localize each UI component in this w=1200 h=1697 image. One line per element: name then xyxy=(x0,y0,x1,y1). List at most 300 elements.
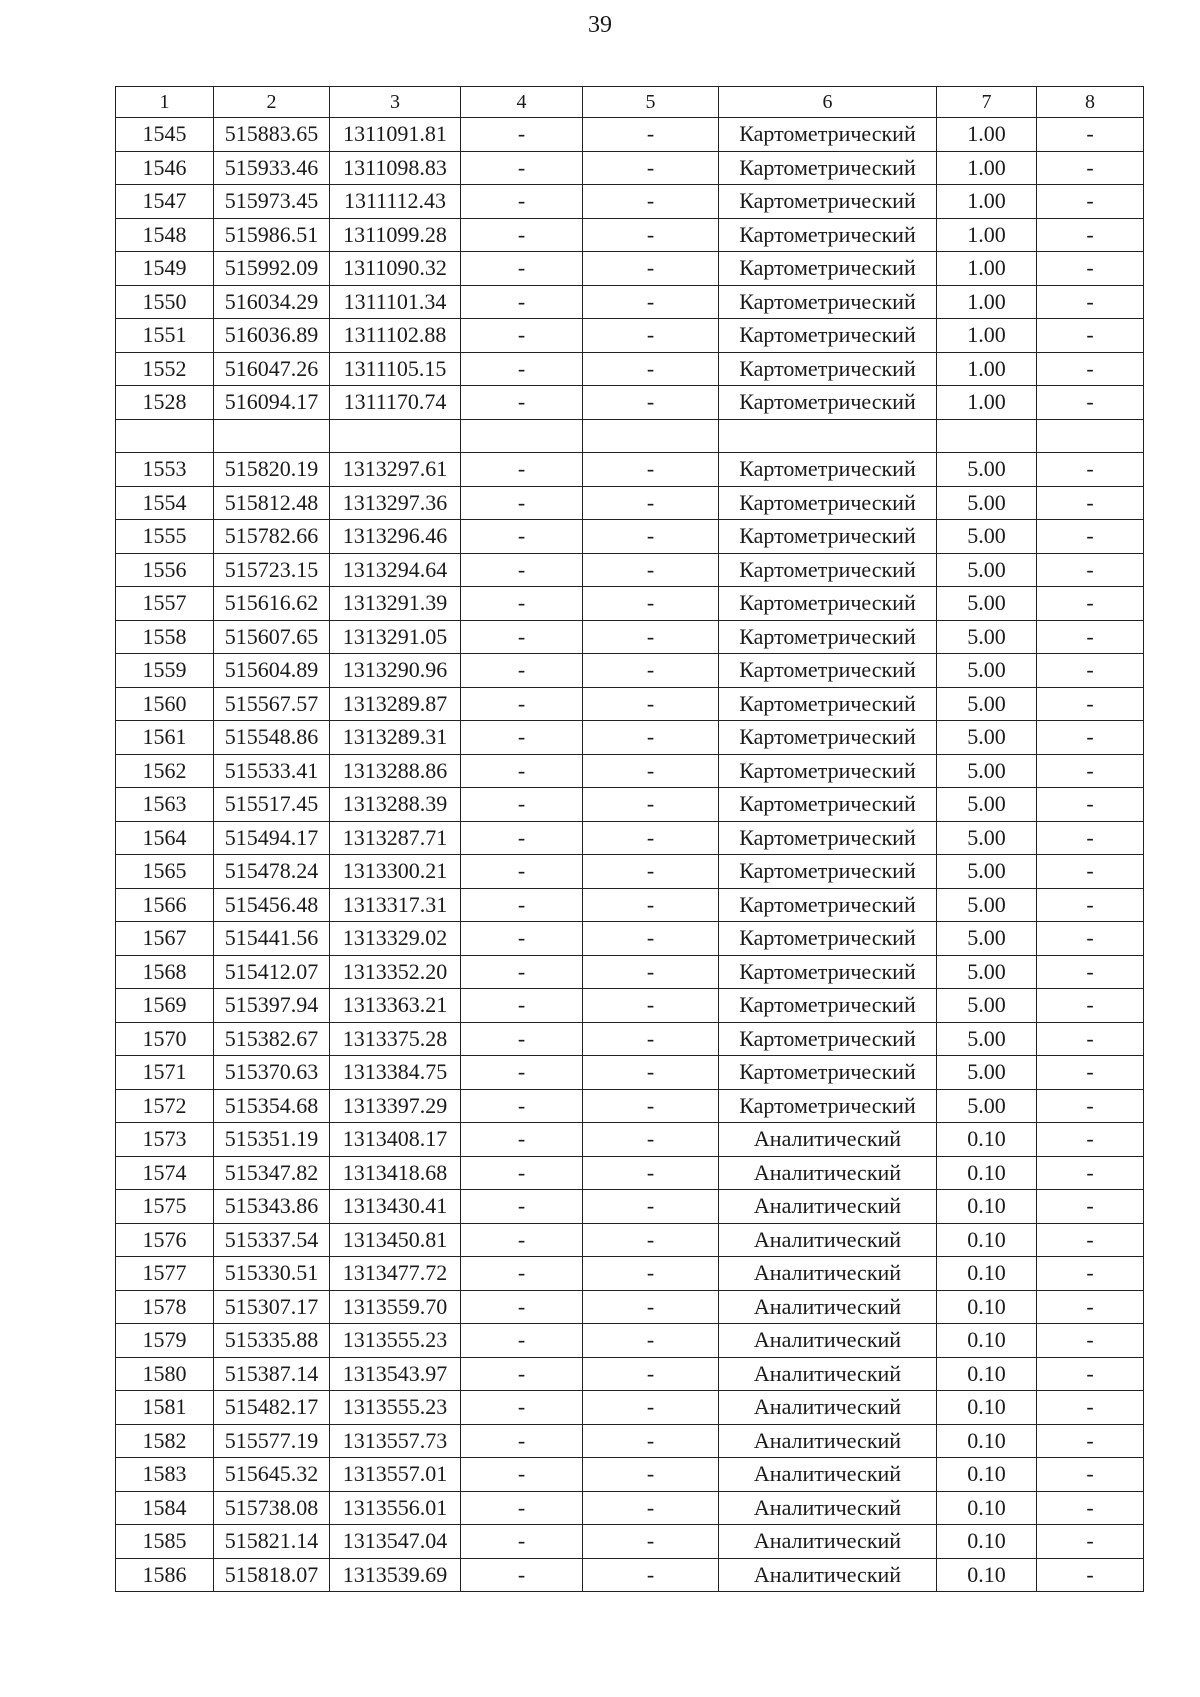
table-cell: 1.00 xyxy=(937,252,1037,286)
table-cell: 515456.48 xyxy=(214,888,330,922)
table-row xyxy=(116,922,1144,956)
table-cell: 5.00 xyxy=(937,1089,1037,1123)
table-cell: 1.00 xyxy=(937,386,1037,420)
table-cell: - xyxy=(461,553,583,587)
table-cell: - xyxy=(461,252,583,286)
table-cell: Картометрический xyxy=(719,989,937,1023)
table-cell: 1313317.31 xyxy=(330,888,461,922)
table-cell: - xyxy=(1037,888,1144,922)
table-cell: - xyxy=(583,955,719,989)
table-cell: 1.00 xyxy=(937,285,1037,319)
table-cell: - xyxy=(461,1123,583,1157)
table-cell: 1311105.15 xyxy=(330,352,461,386)
table-cell: - xyxy=(1037,118,1144,152)
table-cell: 1313539.69 xyxy=(330,1558,461,1592)
table-row xyxy=(116,1458,1144,1492)
table-cell: 0.10 xyxy=(937,1491,1037,1525)
table-cell: 1581 xyxy=(116,1391,214,1425)
table-cell: - xyxy=(461,989,583,1023)
table-cell: - xyxy=(583,1491,719,1525)
table-cell: 515723.15 xyxy=(214,553,330,587)
table-cell: 515548.86 xyxy=(214,721,330,755)
table-cell: - xyxy=(583,285,719,319)
table-cell: - xyxy=(1037,587,1144,621)
table-cell: - xyxy=(461,1391,583,1425)
table-cell: - xyxy=(461,687,583,721)
table-cell: 1313418.68 xyxy=(330,1156,461,1190)
table-row xyxy=(116,1156,1144,1190)
table-cell: - xyxy=(1037,721,1144,755)
table-cell: - xyxy=(1037,620,1144,654)
table-cell: 1313543.97 xyxy=(330,1357,461,1391)
table-cell: 1313384.75 xyxy=(330,1056,461,1090)
table-cell: 515818.07 xyxy=(214,1558,330,1592)
table-cell: Аналитический xyxy=(719,1324,937,1358)
table-cell: 515821.14 xyxy=(214,1525,330,1559)
table-cell: - xyxy=(583,151,719,185)
table-cell: 5.00 xyxy=(937,922,1037,956)
table-cell: 1555 xyxy=(116,520,214,554)
table-cell xyxy=(719,419,937,453)
table-cell: - xyxy=(1037,754,1144,788)
table-cell: 5.00 xyxy=(937,989,1037,1023)
table-cell: - xyxy=(461,1290,583,1324)
table-cell: 5.00 xyxy=(937,486,1037,520)
table-cell: 0.10 xyxy=(937,1525,1037,1559)
table-cell: - xyxy=(1037,1223,1144,1257)
table-cell: - xyxy=(461,352,583,386)
table-row xyxy=(116,654,1144,688)
table-cell: - xyxy=(583,1156,719,1190)
table-row xyxy=(116,754,1144,788)
table-cell: - xyxy=(461,1156,583,1190)
table-cell: - xyxy=(583,1424,719,1458)
table-cell: - xyxy=(583,252,719,286)
table-cell: 1585 xyxy=(116,1525,214,1559)
table-cell: 515347.82 xyxy=(214,1156,330,1190)
table-cell: - xyxy=(1037,1290,1144,1324)
table-cell: 1313291.39 xyxy=(330,587,461,621)
table-cell: Картометрический xyxy=(719,654,937,688)
table-cell: - xyxy=(461,754,583,788)
table-cell: 5.00 xyxy=(937,453,1037,487)
table-cell: - xyxy=(583,1458,719,1492)
table-row xyxy=(116,721,1144,755)
table-cell: - xyxy=(583,386,719,420)
table-cell: - xyxy=(583,1257,719,1291)
table-cell: 1313287.71 xyxy=(330,821,461,855)
table-cell: - xyxy=(461,285,583,319)
table-cell: - xyxy=(1037,520,1144,554)
table-cell: 515494.17 xyxy=(214,821,330,855)
table-cell: - xyxy=(583,922,719,956)
table-cell: Аналитический xyxy=(719,1424,937,1458)
table-cell: Картометрический xyxy=(719,185,937,219)
table-cell: - xyxy=(583,989,719,1023)
table-cell: 0.10 xyxy=(937,1190,1037,1224)
table-cell: - xyxy=(1037,1257,1144,1291)
table-cell: - xyxy=(583,721,719,755)
table-cell: 1579 xyxy=(116,1324,214,1358)
table-cell: 1313289.31 xyxy=(330,721,461,755)
table-cell: 1313363.21 xyxy=(330,989,461,1023)
table-cell xyxy=(937,419,1037,453)
table-cell: 1313296.46 xyxy=(330,520,461,554)
table-cell: Картометрический xyxy=(719,252,937,286)
table-cell: 1568 xyxy=(116,955,214,989)
table-cell: 1313559.70 xyxy=(330,1290,461,1324)
table-cell: 1553 xyxy=(116,453,214,487)
table-cell: - xyxy=(583,185,719,219)
table-cell: Картометрический xyxy=(719,553,937,587)
table-cell: 5.00 xyxy=(937,888,1037,922)
table-cell: 1311112.43 xyxy=(330,185,461,219)
table-row xyxy=(116,1190,1144,1224)
table-cell: - xyxy=(1037,1056,1144,1090)
table-cell: 0.10 xyxy=(937,1424,1037,1458)
table-row xyxy=(116,352,1144,386)
table-cell: 515370.63 xyxy=(214,1056,330,1090)
table-cell: 5.00 xyxy=(937,553,1037,587)
table-cell: 1311099.28 xyxy=(330,218,461,252)
table-cell: - xyxy=(583,453,719,487)
table-row xyxy=(116,1357,1144,1391)
table-cell: - xyxy=(461,520,583,554)
table-cell xyxy=(461,419,583,453)
table-cell: 1580 xyxy=(116,1357,214,1391)
table-row xyxy=(116,553,1144,587)
table-cell: 515533.41 xyxy=(214,754,330,788)
table-cell: 0.10 xyxy=(937,1290,1037,1324)
table-cell: - xyxy=(1037,855,1144,889)
table-cell: 1313397.29 xyxy=(330,1089,461,1123)
table-cell: Картометрический xyxy=(719,620,937,654)
table-cell: 1313297.61 xyxy=(330,453,461,487)
table-row xyxy=(116,1525,1144,1559)
table-cell: - xyxy=(1037,1458,1144,1492)
table-cell: 5.00 xyxy=(937,587,1037,621)
table-cell: Картометрический xyxy=(719,386,937,420)
table-cell: Картометрический xyxy=(719,352,937,386)
table-cell: - xyxy=(583,821,719,855)
table-cell: 1575 xyxy=(116,1190,214,1224)
table-cell: - xyxy=(461,587,583,621)
table-row xyxy=(116,1089,1144,1123)
table-cell: 1313555.23 xyxy=(330,1391,461,1425)
table-cell: - xyxy=(1037,654,1144,688)
table-cell: Картометрический xyxy=(719,319,937,353)
table-cell: 1556 xyxy=(116,553,214,587)
table-cell: - xyxy=(583,1525,719,1559)
column-header-7: 7 xyxy=(937,87,1037,118)
table-cell: - xyxy=(461,386,583,420)
table-cell: 1311098.83 xyxy=(330,151,461,185)
table-cell: - xyxy=(461,185,583,219)
table-cell: 1313300.21 xyxy=(330,855,461,889)
table-cell: 5.00 xyxy=(937,520,1037,554)
table-cell: - xyxy=(1037,1491,1144,1525)
table-row xyxy=(116,955,1144,989)
table-cell: - xyxy=(461,855,583,889)
table-row xyxy=(116,285,1144,319)
table-cell: - xyxy=(583,1123,719,1157)
table-cell: 1.00 xyxy=(937,319,1037,353)
table-cell: 1313557.01 xyxy=(330,1458,461,1492)
table-row xyxy=(116,319,1144,353)
table-cell: 515738.08 xyxy=(214,1491,330,1525)
table-cell: 1313329.02 xyxy=(330,922,461,956)
table-cell: - xyxy=(461,922,583,956)
table-cell: 515577.19 xyxy=(214,1424,330,1458)
table-cell: 515354.68 xyxy=(214,1089,330,1123)
table-cell: 1566 xyxy=(116,888,214,922)
table-cell: - xyxy=(1037,453,1144,487)
table-row xyxy=(116,118,1144,152)
table-cell: 516047.26 xyxy=(214,352,330,386)
table-cell: 1547 xyxy=(116,185,214,219)
table-cell: 5.00 xyxy=(937,1056,1037,1090)
table-row xyxy=(116,1290,1144,1324)
table-cell: - xyxy=(1037,1424,1144,1458)
table-cell: 1313288.86 xyxy=(330,754,461,788)
table-cell: 1313555.23 xyxy=(330,1324,461,1358)
table-cell: - xyxy=(1037,922,1144,956)
table-cell: 515382.67 xyxy=(214,1022,330,1056)
table-cell: - xyxy=(583,520,719,554)
table-cell: - xyxy=(583,855,719,889)
table-row xyxy=(116,486,1144,520)
table-cell xyxy=(1037,419,1144,453)
table-cell: Аналитический xyxy=(719,1223,937,1257)
table-cell xyxy=(116,419,214,453)
table-cell: 1548 xyxy=(116,218,214,252)
table-cell: 1552 xyxy=(116,352,214,386)
table-cell: Картометрический xyxy=(719,486,937,520)
table-cell: - xyxy=(461,486,583,520)
table-cell: - xyxy=(1037,185,1144,219)
table-cell: 515335.88 xyxy=(214,1324,330,1358)
table-cell: 1570 xyxy=(116,1022,214,1056)
table-cell: Картометрический xyxy=(719,118,937,152)
table-cell: - xyxy=(583,1089,719,1123)
table-cell: 1554 xyxy=(116,486,214,520)
table-cell: 1313290.96 xyxy=(330,654,461,688)
table-cell: 1561 xyxy=(116,721,214,755)
table-row xyxy=(116,788,1144,822)
table-cell: - xyxy=(1037,1391,1144,1425)
column-header-2: 2 xyxy=(214,87,330,118)
table-cell: 515482.17 xyxy=(214,1391,330,1425)
table-cell: - xyxy=(1037,955,1144,989)
table-cell: - xyxy=(1037,486,1144,520)
table-row xyxy=(116,1424,1144,1458)
table-cell: - xyxy=(583,1056,719,1090)
table-cell: 1574 xyxy=(116,1156,214,1190)
table-cell: 0.10 xyxy=(937,1123,1037,1157)
table-cell xyxy=(214,419,330,453)
table-cell: Картометрический xyxy=(719,453,937,487)
table-cell: - xyxy=(583,1324,719,1358)
table-row xyxy=(116,888,1144,922)
table-cell: - xyxy=(583,687,719,721)
table-cell: - xyxy=(583,218,719,252)
table-cell: - xyxy=(1037,1357,1144,1391)
column-header-4: 4 xyxy=(461,87,583,118)
table-cell: 515604.89 xyxy=(214,654,330,688)
table-cell: 1.00 xyxy=(937,218,1037,252)
table-row xyxy=(116,1223,1144,1257)
column-header-1: 1 xyxy=(116,87,214,118)
table-cell: - xyxy=(1037,1324,1144,1358)
table-cell: Картометрический xyxy=(719,151,937,185)
table-row xyxy=(116,1257,1144,1291)
table-cell: - xyxy=(461,118,583,152)
table-cell: - xyxy=(1037,1525,1144,1559)
table-cell: 1545 xyxy=(116,118,214,152)
table-cell: 516036.89 xyxy=(214,319,330,353)
table-cell: - xyxy=(583,352,719,386)
table-row xyxy=(116,453,1144,487)
table-cell: - xyxy=(1037,788,1144,822)
table-cell: - xyxy=(583,1391,719,1425)
table-row xyxy=(116,218,1144,252)
table-cell: - xyxy=(583,1357,719,1391)
table-cell: 515517.45 xyxy=(214,788,330,822)
table-cell: 1311091.81 xyxy=(330,118,461,152)
table-cell: - xyxy=(461,955,583,989)
table-cell: 0.10 xyxy=(937,1257,1037,1291)
table-cell: 1577 xyxy=(116,1257,214,1291)
table-cell: 515973.45 xyxy=(214,185,330,219)
table-row xyxy=(116,252,1144,286)
table-cell: - xyxy=(583,620,719,654)
table-cell: - xyxy=(461,453,583,487)
table-row xyxy=(116,185,1144,219)
table-cell: Аналитический xyxy=(719,1257,937,1291)
table-cell: Аналитический xyxy=(719,1190,937,1224)
column-header-5: 5 xyxy=(583,87,719,118)
table-cell: 1313294.64 xyxy=(330,553,461,587)
table-cell: - xyxy=(461,1257,583,1291)
table-cell: - xyxy=(1037,1558,1144,1592)
table-row xyxy=(116,587,1144,621)
table-cell: 515782.66 xyxy=(214,520,330,554)
table-cell: Картометрический xyxy=(719,285,937,319)
table-cell: - xyxy=(1037,1089,1144,1123)
table-cell: - xyxy=(461,1022,583,1056)
table-cell: - xyxy=(1037,821,1144,855)
table-cell: - xyxy=(583,1558,719,1592)
table-cell: - xyxy=(583,888,719,922)
table-cell: Картометрический xyxy=(719,721,937,755)
table-cell: - xyxy=(461,1089,583,1123)
table-cell: - xyxy=(1037,553,1144,587)
table-cell: - xyxy=(583,1190,719,1224)
table-cell: - xyxy=(1037,285,1144,319)
table-cell: 1578 xyxy=(116,1290,214,1324)
table-cell: 0.10 xyxy=(937,1156,1037,1190)
table-cell: 1.00 xyxy=(937,185,1037,219)
table-cell: 1311102.88 xyxy=(330,319,461,353)
table-cell: 1313288.39 xyxy=(330,788,461,822)
table-cell: - xyxy=(583,1022,719,1056)
table-cell: 1313557.73 xyxy=(330,1424,461,1458)
table-cell: 515616.62 xyxy=(214,587,330,621)
table-cell: 1549 xyxy=(116,252,214,286)
table-cell: - xyxy=(461,620,583,654)
table-cell: - xyxy=(461,1056,583,1090)
table-cell: - xyxy=(583,788,719,822)
table-cell: 5.00 xyxy=(937,754,1037,788)
table-cell: Картометрический xyxy=(719,687,937,721)
table-cell: 1528 xyxy=(116,386,214,420)
table-cell: 1551 xyxy=(116,319,214,353)
table-cell: - xyxy=(1037,989,1144,1023)
table-cell: 1573 xyxy=(116,1123,214,1157)
table-cell: 0.10 xyxy=(937,1223,1037,1257)
table-cell: 1313547.04 xyxy=(330,1525,461,1559)
table-cell: - xyxy=(583,118,719,152)
table-cell: 1557 xyxy=(116,587,214,621)
table-cell: 1.00 xyxy=(937,352,1037,386)
table-cell: 1313291.05 xyxy=(330,620,461,654)
table-cell: 515412.07 xyxy=(214,955,330,989)
table-cell: Аналитический xyxy=(719,1357,937,1391)
table-row xyxy=(116,1022,1144,1056)
table-cell: 1313408.17 xyxy=(330,1123,461,1157)
table-cell: 5.00 xyxy=(937,721,1037,755)
table-cell: Аналитический xyxy=(719,1123,937,1157)
table-cell: Картометрический xyxy=(719,218,937,252)
table-cell: 5.00 xyxy=(937,654,1037,688)
table-cell: - xyxy=(1037,1156,1144,1190)
column-header-8: 8 xyxy=(1037,87,1144,118)
table-cell xyxy=(583,419,719,453)
table-cell: 515397.94 xyxy=(214,989,330,1023)
table-cell: - xyxy=(461,654,583,688)
table-cell: - xyxy=(461,151,583,185)
table-cell: 1311101.34 xyxy=(330,285,461,319)
table-cell: 1313375.28 xyxy=(330,1022,461,1056)
table-cell: 1313430.41 xyxy=(330,1190,461,1224)
coordinates-table xyxy=(115,86,1144,1592)
table-cell: - xyxy=(583,1290,719,1324)
table-cell: 1567 xyxy=(116,922,214,956)
table-cell: 515986.51 xyxy=(214,218,330,252)
table-cell: - xyxy=(461,1223,583,1257)
table-cell: Аналитический xyxy=(719,1558,937,1592)
table-cell: 1571 xyxy=(116,1056,214,1090)
table-cell: - xyxy=(583,754,719,788)
table-cell: 515337.54 xyxy=(214,1223,330,1257)
table-row xyxy=(116,620,1144,654)
table-cell: - xyxy=(1037,218,1144,252)
table-cell: 515387.14 xyxy=(214,1357,330,1391)
table-cell: - xyxy=(461,1491,583,1525)
table-cell: Картометрический xyxy=(719,955,937,989)
table-row xyxy=(116,1491,1144,1525)
table-row xyxy=(116,1056,1144,1090)
table-cell: 0.10 xyxy=(937,1357,1037,1391)
table-row xyxy=(116,151,1144,185)
table-cell: - xyxy=(461,888,583,922)
table-cell: 515645.32 xyxy=(214,1458,330,1492)
header-row xyxy=(116,87,1144,118)
table-cell: 515812.48 xyxy=(214,486,330,520)
table-cell: 1563 xyxy=(116,788,214,822)
table-cell: 1583 xyxy=(116,1458,214,1492)
table-cell: Картометрический xyxy=(719,1022,937,1056)
